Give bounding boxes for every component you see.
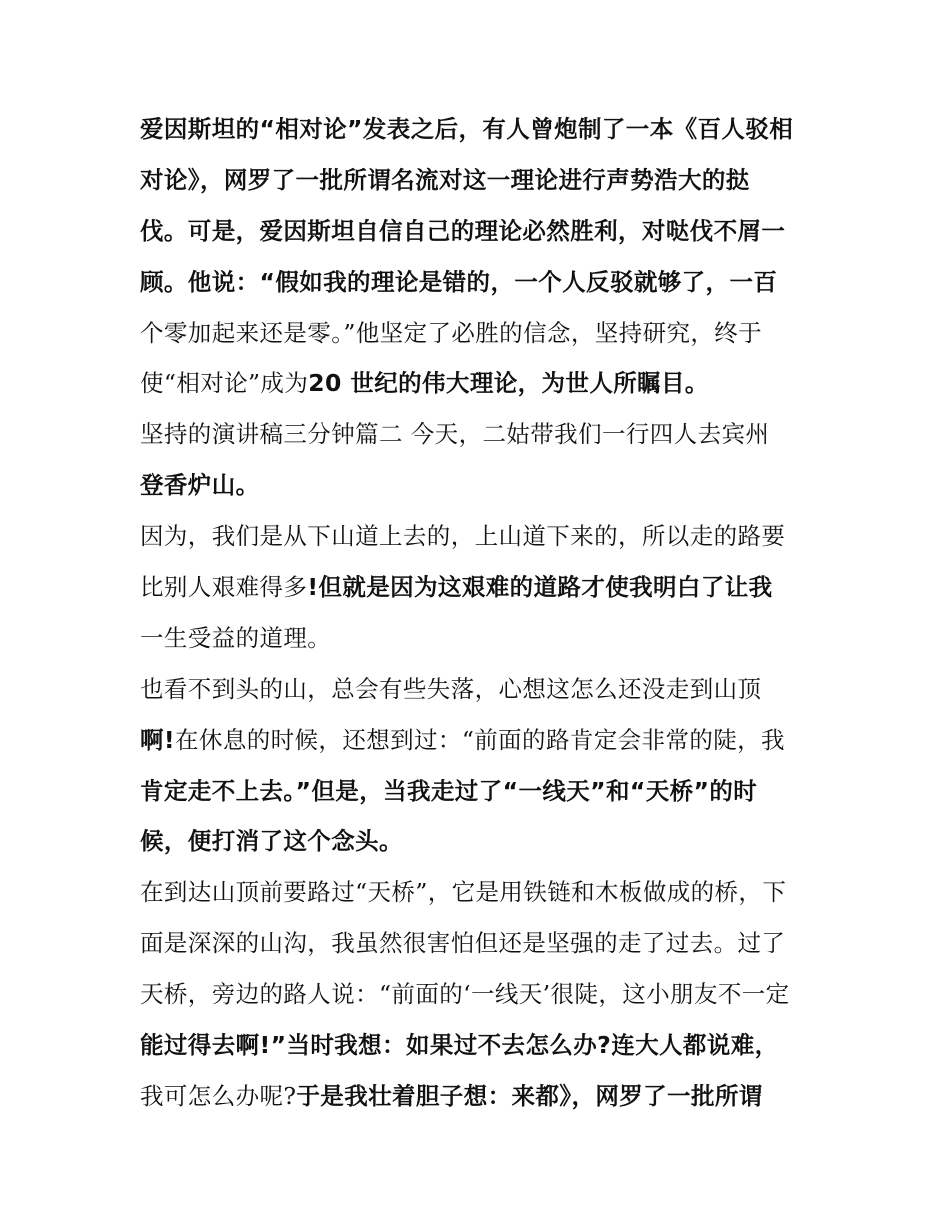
text-segment: 比别人艰难得多	[140, 573, 308, 602]
text-line-17	[140, 918, 820, 969]
text-line-4	[140, 257, 820, 308]
text-segment: 在休息的时候，还想到过：“前面的路肯定会非常的陡，我	[175, 725, 785, 754]
text-segment: 我可怎么办呢?	[140, 1081, 297, 1110]
text-segment: 于是我壮着胆子想：来都》，网罗了一批所谓	[296, 1081, 763, 1110]
text-line-20	[140, 1071, 820, 1122]
text-segment: 一生受益的道理。	[140, 623, 332, 652]
text-segment: 候，便打消了这个念头。	[140, 827, 403, 856]
text-segment: 坚持的演讲稿三分钟篇二 今天，二姑带我们一行四人去宾州	[140, 420, 770, 449]
text-line-7	[140, 409, 820, 460]
text-line-14	[140, 766, 820, 817]
text-segment: !但就是因为这艰难的道路才使我明白了让我	[307, 573, 773, 602]
text-segment: 因为，我们是从下山道上去的，上山道下来的，所以走的路要	[140, 522, 786, 551]
text-segment: 使“相对论”成为	[140, 369, 309, 398]
text-segment: 肯定走不上去。”但是，当我走过了“一线天”和“天桥”的时	[140, 776, 758, 805]
text-segment: 个零加起来还是零。”他坚定了必胜的信念，坚持研究，终于	[140, 318, 763, 347]
text-line-1	[140, 104, 820, 155]
text-line-11	[140, 613, 820, 664]
text-line-6	[140, 358, 820, 409]
text-line-2	[140, 155, 820, 206]
text-line-10	[140, 562, 820, 613]
text-segment: 伐。可是，爱因斯坦自信自己的理论必然胜利，对哒伐不屑一	[140, 216, 786, 245]
document-body	[140, 104, 820, 1122]
text-segment: 爱因斯坦的“相对论”发表之后，有人曾炮制了一本《百人驳相	[140, 115, 794, 143]
text-segment: 也看不到头的山，总会有些失落，心想这怎么还没走到山顶	[140, 674, 762, 703]
text-segment: 20 世纪的伟大理论，为世人所瞩目。	[308, 369, 709, 398]
text-line-8	[140, 460, 820, 511]
text-line-18	[140, 969, 820, 1020]
text-line-5	[140, 308, 820, 359]
text-segment: 面是深深的山沟，我虽然很害怕但还是坚强的走了过去。过了	[140, 929, 786, 958]
text-line-15	[140, 816, 820, 867]
text-segment: 对论》，网罗了一批所谓名流对这一理论进行声势浩大的挞	[140, 165, 750, 194]
text-segment: 顾。他说：“假如我的理论是错的，一个人反驳就够了，一百	[140, 267, 778, 296]
text-segment: 在到达山顶前要路过“天桥”，它是用铁链和木板做成的桥，下	[140, 878, 787, 907]
text-segment: 能过得去啊!”当时我想：如果过不去怎么办?连大人都说难，	[140, 1031, 779, 1060]
text-line-9	[140, 511, 820, 562]
text-line-19	[140, 1020, 820, 1071]
text-line-12	[140, 664, 820, 715]
text-segment: 天桥，旁边的路人说：“前面的‘一线天’很陡，这小朋友不一定	[140, 980, 790, 1009]
text-segment: 登香炉山。	[140, 471, 260, 500]
text-segment: 啊!	[140, 725, 176, 754]
text-line-16	[140, 867, 820, 918]
text-line-13	[140, 715, 820, 766]
text-line-3	[140, 206, 820, 257]
